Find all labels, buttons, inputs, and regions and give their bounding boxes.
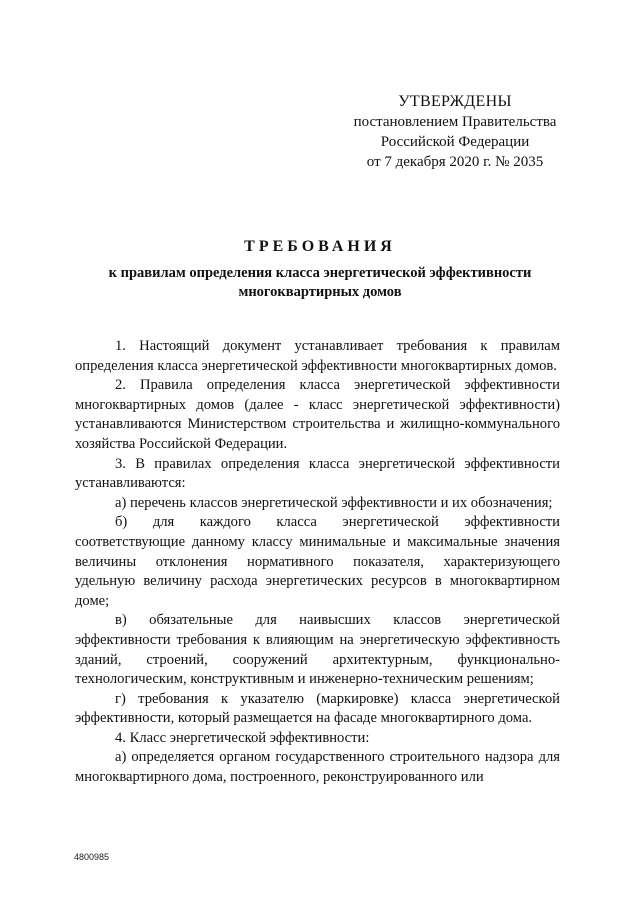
approval-line-2: Российской Федерации: [380, 134, 530, 150]
paragraph-4a: а) определяется органом государственного строительного надзора для многоквартирного дома, построенного, реконструированного или: [75, 749, 560, 786]
subtitle-line-1: к правилам определения класса энергетической эффективности: [108, 265, 532, 281]
approval-line-3: от 7 декабря 2020 г. № 2035: [366, 154, 544, 170]
document-subtitle: [60, 264, 580, 302]
paragraph-4: 4. Класс энергетической эффективности:: [115, 729, 370, 746]
paragraph-3b: б) для каждого класса энергетической эффективности соответствующие данному классу минимальные и максимальные значения величины отклонения нормативного показателя, характеризующего удельную величину расхода энергетических ресурсов в многоквартирном доме;: [75, 514, 560, 609]
approval-title: УТВЕРЖДЕНЫ: [398, 93, 512, 110]
paragraph-3c: в) обязательные для наивысших классов энергетической эффективности требования к влияющим на энергетическую эффективность зданий, строений, сооружений архитектурным, функционально-технологическим, конструктивным и инженерно-техническим решениям;: [75, 612, 560, 688]
paragraph-1: 1. Настоящий документ устанавливает требования к правилам определения класса энергетической эффективности многоквартирных домов.: [75, 338, 560, 374]
paragraph-2: 2. Правила определения класса энергетической эффективности многоквартирных домов (далее - класс энергетической эффективности) устанавливаются Министерством строительства и жилищно-коммунального хозяйства Российской Федерации.: [75, 377, 560, 452]
approval-block: [330, 92, 580, 172]
paragraph-3: 3. В правилах определения класса энергетической эффективности устанавливаются:: [75, 455, 560, 492]
paragraph-3a: а) перечень классов энергетической эффективности и их обозначения;: [115, 494, 553, 511]
document-title: ТРЕБОВАНИЯ: [244, 238, 396, 255]
paragraph-3d: г) требования к указателю (маркировке) класса энергетической эффективности, который размещается на фасаде многоквартирного дома.: [75, 690, 560, 727]
footer-document-code: 4800985: [74, 852, 110, 862]
approval-line-1: постановлением Правительства: [353, 114, 557, 130]
subtitle-line-2: многоквартирных домов: [238, 284, 402, 300]
document-body: [75, 337, 560, 788]
